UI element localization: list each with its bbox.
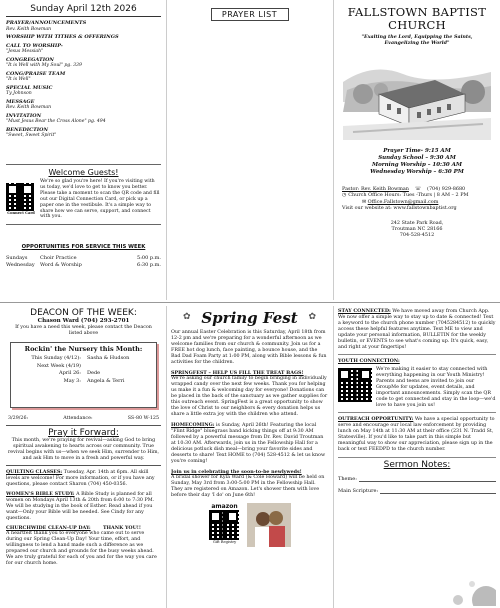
springfest-intro: Our annual Easter Celebration is this Saturday, April 18th from 12-2 pm and we're preparing for a wonderful afternoon as we welcome families from our church & community. Join us for a FREE hot dog lunch, face painting, a bounce house, and the Bad Dad Foam Party at 1:00 PM, along with Bible lessons & fun activities for the children. bbox=[171, 330, 327, 365]
divider bbox=[166, 0, 167, 300]
announcements-left-panel bbox=[6, 308, 161, 606]
address-line3: 704-528-4512 bbox=[399, 232, 435, 239]
order-item-label: CALL TO WORSHIP- bbox=[6, 42, 63, 49]
springfest-title: Spring Fest bbox=[201, 309, 298, 327]
order-item-detail: "It is Well with My Soul" pg. 339 bbox=[6, 63, 82, 69]
service-time: Prayer Time- 9:15 AM bbox=[383, 148, 451, 154]
order-item bbox=[6, 72, 161, 83]
church-illustration-image bbox=[343, 52, 491, 140]
couple-photo-image bbox=[247, 503, 291, 547]
fold-line bbox=[0, 302, 500, 303]
order-item-label: PRAYER/ANNOUNCEMENTS bbox=[6, 20, 87, 26]
pray-title: Pray it Forward: bbox=[48, 428, 119, 438]
gift-registry-qr[interactable] bbox=[209, 510, 239, 540]
registry-row bbox=[171, 503, 328, 547]
quilting-item bbox=[6, 469, 161, 488]
nursery-schedule bbox=[15, 355, 152, 385]
nursery-row bbox=[15, 355, 152, 363]
connect-card-qr[interactable] bbox=[6, 183, 34, 211]
cleanup-text: A heartfelt thank you to everyone who came out to serve during our Spring Clean-Up Day! Your time, effort, and willingness to lend a hand made such a difference as we prepared our church and grounds for the busy weeks ahead. We are truly grateful for each of you and for the way you care for our church home. bbox=[6, 530, 157, 566]
opportunities-title: OPPORTUNITIES FOR SERVICE THIS WEEK bbox=[21, 244, 146, 250]
church-name-line2: CHURCH bbox=[388, 18, 446, 32]
quilting-heading: QUILTING CLASSES: bbox=[6, 468, 63, 475]
nursery-date: May 3: bbox=[63, 377, 81, 384]
church-email[interactable]: Office.Fallstown@gmail.com bbox=[367, 198, 439, 205]
opportunity-time: 6:30 p.m. bbox=[137, 262, 161, 268]
stay-connected-text: We have moved away from Church App. We now offer a simple way to stay up to date & connected! Text a keyword to the church phone number (7045284512) to quickly access these helpful features anytime. Text ME to view and update your personal information, BULLETIN for the weekly bulletin, or EVENTS to see what's coming up. It's quick, easy, and right at your fingertips! bbox=[338, 309, 496, 350]
opportunities-table bbox=[6, 255, 161, 269]
order-item-label: WORSHIP WITH TITHES & OFFERINGS bbox=[6, 34, 119, 40]
order-item bbox=[6, 44, 161, 55]
order-item-label: MESSAGE bbox=[6, 98, 35, 105]
opportunity-row bbox=[6, 262, 161, 269]
stay-connected-item bbox=[338, 308, 496, 351]
bridal-shower-text: A bridal shower for Kyla Ward (& Cole Howard) will be held on Sunday, May 3rd from 3:00-5:00 PM in the Fellowship Hall. They are registered on Amazon. Let's shower them with love before their day 'I do' on June 6th! bbox=[171, 475, 325, 498]
deacon-name: Chason Ward (704) 293-2701 bbox=[37, 318, 130, 324]
office-hours: Church Office Hours: Tues -Thurs | 8 AM – 2 PM bbox=[348, 192, 469, 199]
bridal-shower-heading: Join us in celebrating the soon-to-be newlyweds! bbox=[171, 469, 302, 475]
order-item-detail: Rev. Keith Bowman bbox=[6, 105, 52, 111]
cleanup-thanks: THANK YOU!! bbox=[102, 524, 141, 531]
order-item bbox=[6, 58, 161, 69]
flower-icon: ✿ bbox=[183, 312, 191, 322]
sermon-notes-title: Sermon Notes: bbox=[383, 460, 451, 470]
address-line2: Troutman NC 28166 bbox=[391, 225, 443, 232]
nursery-volunteers: Dede bbox=[87, 370, 101, 376]
homecoming-heading: HOMECOMING: bbox=[171, 422, 215, 428]
springfest-header bbox=[171, 308, 328, 328]
treat-bags-heading: SPRINGFEST – HELP US FILL THE TREAT BAGS! bbox=[171, 370, 304, 376]
sermon-theme-line bbox=[338, 476, 496, 482]
church-name-line1: FALLSTOWN BAPTIST bbox=[347, 6, 487, 19]
deacon-title: DEACON OF THE WEEK: bbox=[30, 308, 137, 318]
pray-text: This month, we're praying for revival—asking God to bring spiritual awakening to hearts across our community. True revival begins with us—when we seek Him, surrender to Him, and ask Him to move in a fresh and powerful way. bbox=[7, 438, 160, 461]
cleanup-item bbox=[6, 525, 161, 567]
church-cover-panel bbox=[338, 6, 496, 300]
order-item-label: CONGREGATION bbox=[6, 56, 55, 63]
opportunity-what: Choir Practice bbox=[40, 255, 77, 261]
order-item-detail: Rev. Keith Bowman bbox=[6, 26, 52, 32]
order-item bbox=[6, 100, 161, 111]
church-website[interactable]: Visit our website at: www.fallstownbaptist.org bbox=[342, 205, 457, 212]
order-item-detail: "Jesus Messiah" bbox=[6, 49, 44, 55]
attendance-date: 3/29/26: bbox=[8, 416, 29, 421]
opportunity-time: 5:00 p.m. bbox=[137, 255, 161, 261]
deacon-text: If you have a need this week, please contact the Deacon listed above bbox=[15, 325, 152, 336]
nursery-row bbox=[15, 363, 152, 371]
nursery-row bbox=[15, 378, 152, 386]
envelope-icon: ✉ bbox=[362, 198, 367, 205]
youth-connection-item bbox=[338, 358, 496, 409]
nursery-volunteers: Sasha & Hudson bbox=[87, 355, 130, 361]
service-times bbox=[338, 148, 496, 176]
church-tagline: "Exalting the Lord, Equipping the Saints, Evangelizing the World" bbox=[361, 34, 473, 46]
pastor-name: Pastor: Rev. Keith Bowman bbox=[342, 186, 409, 192]
youth-heading: YOUTH CONNECTION: bbox=[338, 358, 400, 364]
service-time: Wednesday Worship – 6:30 PM bbox=[370, 169, 464, 175]
theme-blank[interactable] bbox=[359, 476, 496, 482]
order-item-detail: "Must Jesus Bear the Cross Alone" pg. 494 bbox=[6, 119, 106, 125]
opportunity-day: Wednesday bbox=[6, 262, 35, 268]
cleanup-heading: CHURCHWIDE CLEAN-UP DAY: bbox=[6, 524, 91, 531]
nursery-date: Next Week (4/19) bbox=[36, 362, 81, 369]
nursery-volunteers: Angela & Terri bbox=[87, 377, 125, 384]
order-item bbox=[6, 86, 161, 97]
nursery-box bbox=[10, 342, 157, 408]
service-date: Sunday April 12th 2026 bbox=[6, 4, 161, 17]
service-time: Sunday School – 9:30 AM bbox=[378, 155, 456, 161]
attendance-row bbox=[6, 416, 161, 421]
order-item-detail: Ty Johnson bbox=[6, 91, 32, 97]
flower-icon: ✿ bbox=[308, 312, 316, 322]
nursery-row bbox=[15, 370, 152, 378]
divider bbox=[333, 306, 334, 608]
outreach-item bbox=[338, 416, 496, 453]
address-line1: 242 State Park Road, bbox=[390, 219, 444, 226]
clock-icon: ◷ bbox=[342, 192, 347, 199]
order-item-detail: "It is Well" bbox=[6, 77, 31, 83]
order-item-label: SPECIAL MUSIC bbox=[6, 84, 53, 91]
nursery-date: This Sunday (4/12): bbox=[31, 355, 81, 361]
womens-text: A Bible Study is planned for all women on Mondays April 13th & 20th from 6:00 to 7:30 PM. We will be studying in the book of Esther. Read ahead if you want—Only your Bible will be needed. See Cindy for any questions. bbox=[6, 491, 155, 521]
welcome-section bbox=[6, 164, 161, 225]
order-item-label: BENEDICTION bbox=[6, 126, 49, 133]
attendance-value: SS-80 W-125 bbox=[127, 416, 159, 421]
homecoming-text: is Sunday, April 26th! Featuring the local "Flint Ridge" bluegrass band kicking things off at 9:30 AM followed by a powerful message from Dr. Rev. David Troutman at 10:30 AM. Afterwards, join us in the Fellowship Hall for a delicious potluck dish meal—bring your favorite sides and desserts to share! Text HOME to (704) 528-4512 & let us know you're coming! bbox=[171, 423, 326, 464]
sermon-scripture-line bbox=[338, 488, 496, 494]
order-item-detail: "Sweet, Sweet Spirit" bbox=[6, 133, 57, 139]
groupme-qr[interactable] bbox=[338, 368, 372, 402]
order-list bbox=[6, 21, 161, 139]
welcome-title: Welcome Guests! bbox=[48, 168, 119, 177]
church-contact bbox=[338, 186, 496, 212]
sermon-theme-label: Theme: bbox=[338, 476, 357, 482]
church-address bbox=[338, 220, 496, 239]
church-phone: (704) 929-8680 bbox=[427, 186, 466, 192]
womens-heading: WOMEN'S BIBLE STUDY: bbox=[6, 490, 75, 497]
youth-text: We're making it easier to stay connected with everything happening in our Youth Ministry! Parents and teens are invited to join our GroupMe for updates, event details, and important announcements. Simply scan the QR code to get connected and stay in the loop—we'd love to have you join us! bbox=[376, 367, 496, 408]
attendance-label: Attendance: bbox=[63, 416, 93, 421]
service-time: Morning Worship – 10:30 AM bbox=[371, 162, 462, 168]
registry-caption: Gift Registry bbox=[212, 540, 237, 544]
womens-study-item bbox=[6, 491, 161, 522]
opportunity-what: Word & Worship bbox=[40, 262, 82, 268]
connections-panel bbox=[338, 308, 496, 606]
springfest-panel bbox=[171, 308, 328, 606]
order-item-label: INVITATION bbox=[6, 112, 42, 119]
treat-bags-text: We're asking our church family to begin bringing in individually wrapped candy over the next few weeks. Thank you for helping us make it a fun & welcoming day for everyone! Donations can be placed in the back of the sanctuary as we gather supplies for this outreach event. SpringFest is a great opportunity to show the love of Christ to our neighbors & every donation helps us share a little extra joy with the children who attend. bbox=[171, 376, 328, 417]
outreach-heading: OUTREACH OPPORTUNITY: bbox=[338, 416, 414, 422]
nursery-title: Rockin' the Nursery this Month: bbox=[24, 345, 143, 353]
opportunities-section bbox=[6, 244, 161, 269]
homecoming-item bbox=[171, 422, 328, 465]
order-item bbox=[6, 128, 161, 139]
divider bbox=[333, 0, 334, 300]
bridal-shower-item bbox=[171, 469, 328, 499]
welcome-text: We're so glad you're here! If you're visiting with us today, we'd love to get to know you better. Please take a moment to scan the QR code and fill out our Digital Connection Card, or pick up a paper one in the vestibule. It's a simple way to share how we can serve, support, and connect with you. bbox=[40, 179, 160, 220]
scripture-blank[interactable] bbox=[380, 488, 496, 494]
decorative-circles-image bbox=[436, 570, 496, 606]
qr-caption: Connect Card bbox=[7, 211, 35, 215]
amazon-logo: amazon bbox=[211, 503, 238, 510]
stay-connected-heading: STAY CONNECTED: bbox=[338, 308, 391, 314]
opportunity-row bbox=[6, 255, 161, 262]
nursery-date: April 26: bbox=[58, 370, 81, 376]
prayer-list-title: PRAYER LIST bbox=[211, 8, 289, 21]
sermon-scripture-label: Main Scripture: bbox=[338, 488, 379, 494]
divider bbox=[166, 306, 167, 608]
order-item bbox=[6, 21, 161, 32]
order-of-worship-panel bbox=[6, 4, 161, 300]
prayer-list-panel bbox=[172, 8, 327, 298]
phone-icon: ☏ bbox=[414, 186, 422, 192]
church-name bbox=[338, 6, 496, 32]
outreach-text: We have a special opportunity to serve and encourage our local law enforcement by providing lunch on May 14th at 11:30 AM at their office (231 N. Tradd St, Statesville). If you'd like to take part in this simple but meaningful way to show our appreciation, please sign up in the back or text FEEDPD to the church number. bbox=[338, 417, 495, 452]
order-item bbox=[6, 35, 161, 41]
treat-bags-item bbox=[171, 370, 328, 418]
quilting-text: Tuesday, Apr. 14th at 6pm. All skill levels are welcome! For more information, or if you have any questions, please contact Sharon (704) 450-0356. bbox=[6, 469, 155, 487]
opportunity-day: Sundays bbox=[6, 255, 28, 261]
order-item-label: CONG/PRAISE TEAM bbox=[6, 70, 66, 77]
order-item bbox=[6, 114, 161, 125]
